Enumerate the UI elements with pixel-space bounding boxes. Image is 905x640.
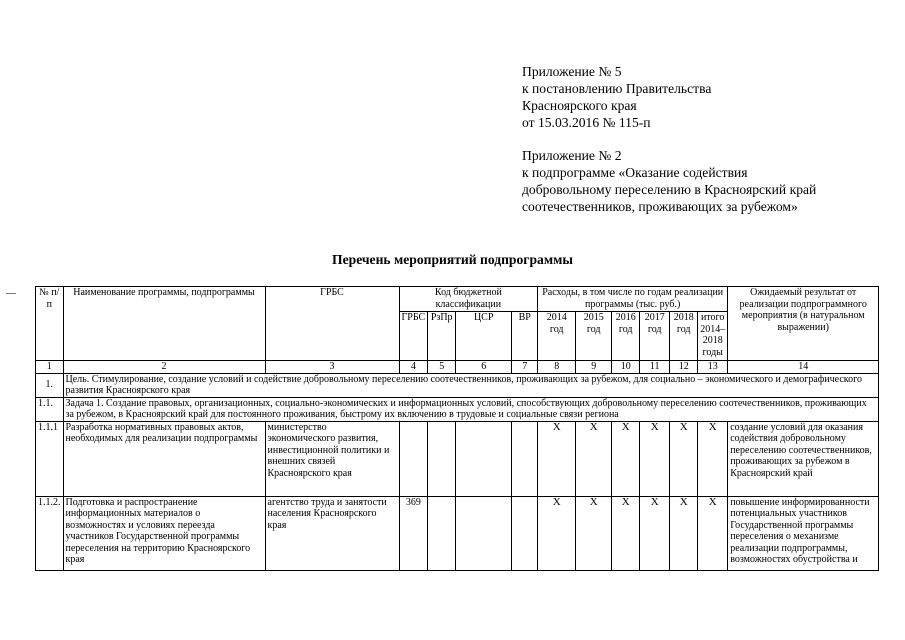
document-title: Перечень мероприятий подпрограммы xyxy=(332,252,573,267)
header-result: Ожидаемый результат от реализации подпрограммного мероприятия (в натуральном выражении) xyxy=(728,287,879,361)
column-number: 5 xyxy=(428,361,456,374)
header-grbs: ГРБС xyxy=(265,287,399,361)
row-year-value: X xyxy=(576,421,612,496)
column-number: 9 xyxy=(576,361,612,374)
appendix-5-line: Приложение № 5 xyxy=(522,64,622,79)
row-total: X xyxy=(698,421,728,496)
row-csr xyxy=(456,496,512,570)
row-year-value: X xyxy=(670,496,698,570)
activities-table xyxy=(35,286,879,571)
row-year-value: X xyxy=(612,421,640,496)
task-text: Задача 1. Создание правовых, организационных, социально-экономических и информационных условий, способствующих добровольному переселению соотечественников, проживающих за рубежом, в Красноярский край для постоянного проживания, быстрому их включению в трудовые и социальные связи региона xyxy=(63,397,879,421)
header-year: 2015 год xyxy=(576,312,612,361)
row-num: 1.1.1 xyxy=(36,421,64,496)
appendix-2-line: Приложение № 2 xyxy=(522,148,622,163)
row-year-value: X xyxy=(538,496,576,570)
column-number: 10 xyxy=(612,361,640,374)
header-year: 2017 год xyxy=(640,312,670,361)
row-name: Разработка нормативных правовых актов, необходимых для реализации подпрограммы xyxy=(63,421,265,496)
header-year: 2014 год xyxy=(538,312,576,361)
goal-text: Цель. Стимулирование, создание условий и содействие добровольному переселению соотечественников, проживающих за рубежом, для социально – экономического и демографического развития Красноярского края xyxy=(63,373,879,397)
column-number: 6 xyxy=(456,361,512,374)
appendix-2-line: добровольному переселению в Красноярский край xyxy=(522,182,817,197)
appendix-5-line: к постановлению Правительства xyxy=(522,81,712,96)
row-name: Подготовка и распространение информационных материалов о возможностях и условиях переезда участников Государственной программы переселения на территорию Красноярского края xyxy=(63,496,265,570)
row-rzpr xyxy=(428,421,456,496)
goal-row xyxy=(36,373,879,397)
column-number: 8 xyxy=(538,361,576,374)
column-number: 4 xyxy=(399,361,428,374)
header-sub-csr: ЦСР xyxy=(456,312,512,361)
table-row xyxy=(36,421,879,496)
row-grbs: министерство экономического развития, инвестиционной политики и внешних связей Красноярского края xyxy=(265,421,399,496)
column-number: 7 xyxy=(512,361,538,374)
appendix-2-block xyxy=(522,147,862,215)
column-number: 11 xyxy=(640,361,670,374)
column-number-row xyxy=(36,361,879,374)
appendix-5-block xyxy=(522,63,862,131)
row-code-grbs xyxy=(399,421,428,496)
appendix-5-line: Красноярского края xyxy=(522,98,637,113)
task-num: 1.1. xyxy=(36,397,64,421)
header-num: № п/п xyxy=(36,287,64,361)
row-vr xyxy=(512,496,538,570)
row-rzpr xyxy=(428,496,456,570)
row-csr xyxy=(456,421,512,496)
row-year-value: X xyxy=(538,421,576,496)
row-year-value: X xyxy=(612,496,640,570)
task-row xyxy=(36,397,879,421)
table-row xyxy=(36,496,879,570)
goal-num: 1. xyxy=(36,373,64,397)
row-year-value: X xyxy=(670,421,698,496)
column-number: 3 xyxy=(265,361,399,374)
header-sub-vr: ВР xyxy=(512,312,538,361)
column-number: 13 xyxy=(698,361,728,374)
column-number: 1 xyxy=(36,361,64,374)
column-number: 14 xyxy=(728,361,879,374)
row-result: повышение информированности потенциальных участников Государственной программы переселения о механизме реализации подпрограммы, возможностях обустройства и xyxy=(728,496,879,570)
row-num: 1.1.2. xyxy=(36,496,64,570)
appendix-5-line: от 15.03.2016 № 115-п xyxy=(522,115,651,130)
row-year-value: X xyxy=(640,421,670,496)
row-year-value: X xyxy=(576,496,612,570)
header-year: 2016 год xyxy=(612,312,640,361)
row-code-grbs: 369 xyxy=(399,496,428,570)
column-number: 12 xyxy=(670,361,698,374)
row-result: создание условий для оказания содействия добровольному переселению соотечественников, проживающих за рубежом в Красноярский край xyxy=(728,421,879,496)
header-sub-rzpr: РзПр xyxy=(428,312,456,361)
header-total: итого 2014–2018 годы xyxy=(698,312,728,361)
row-vr xyxy=(512,421,538,496)
header-expenses: Расходы, в том числе по годам реализации программы (тыс. руб.) xyxy=(538,287,728,312)
header-budget-code: Код бюджетной классификации xyxy=(399,287,538,312)
column-number: 2 xyxy=(63,361,265,374)
header-year: 2018 год xyxy=(670,312,698,361)
margin-mark xyxy=(6,293,16,294)
header-name: Наименование программы, подпрограммы xyxy=(63,287,265,361)
row-total: X xyxy=(698,496,728,570)
header-sub-grbs: ГРБС xyxy=(399,312,428,361)
row-year-value: X xyxy=(640,496,670,570)
appendix-2-line: к подпрограмме «Оказание содействия xyxy=(522,165,748,180)
row-grbs: агентство труда и занятости населения Красноярского края xyxy=(265,496,399,570)
appendix-2-line: соотечественников, проживающих за рубежом» xyxy=(522,199,798,214)
